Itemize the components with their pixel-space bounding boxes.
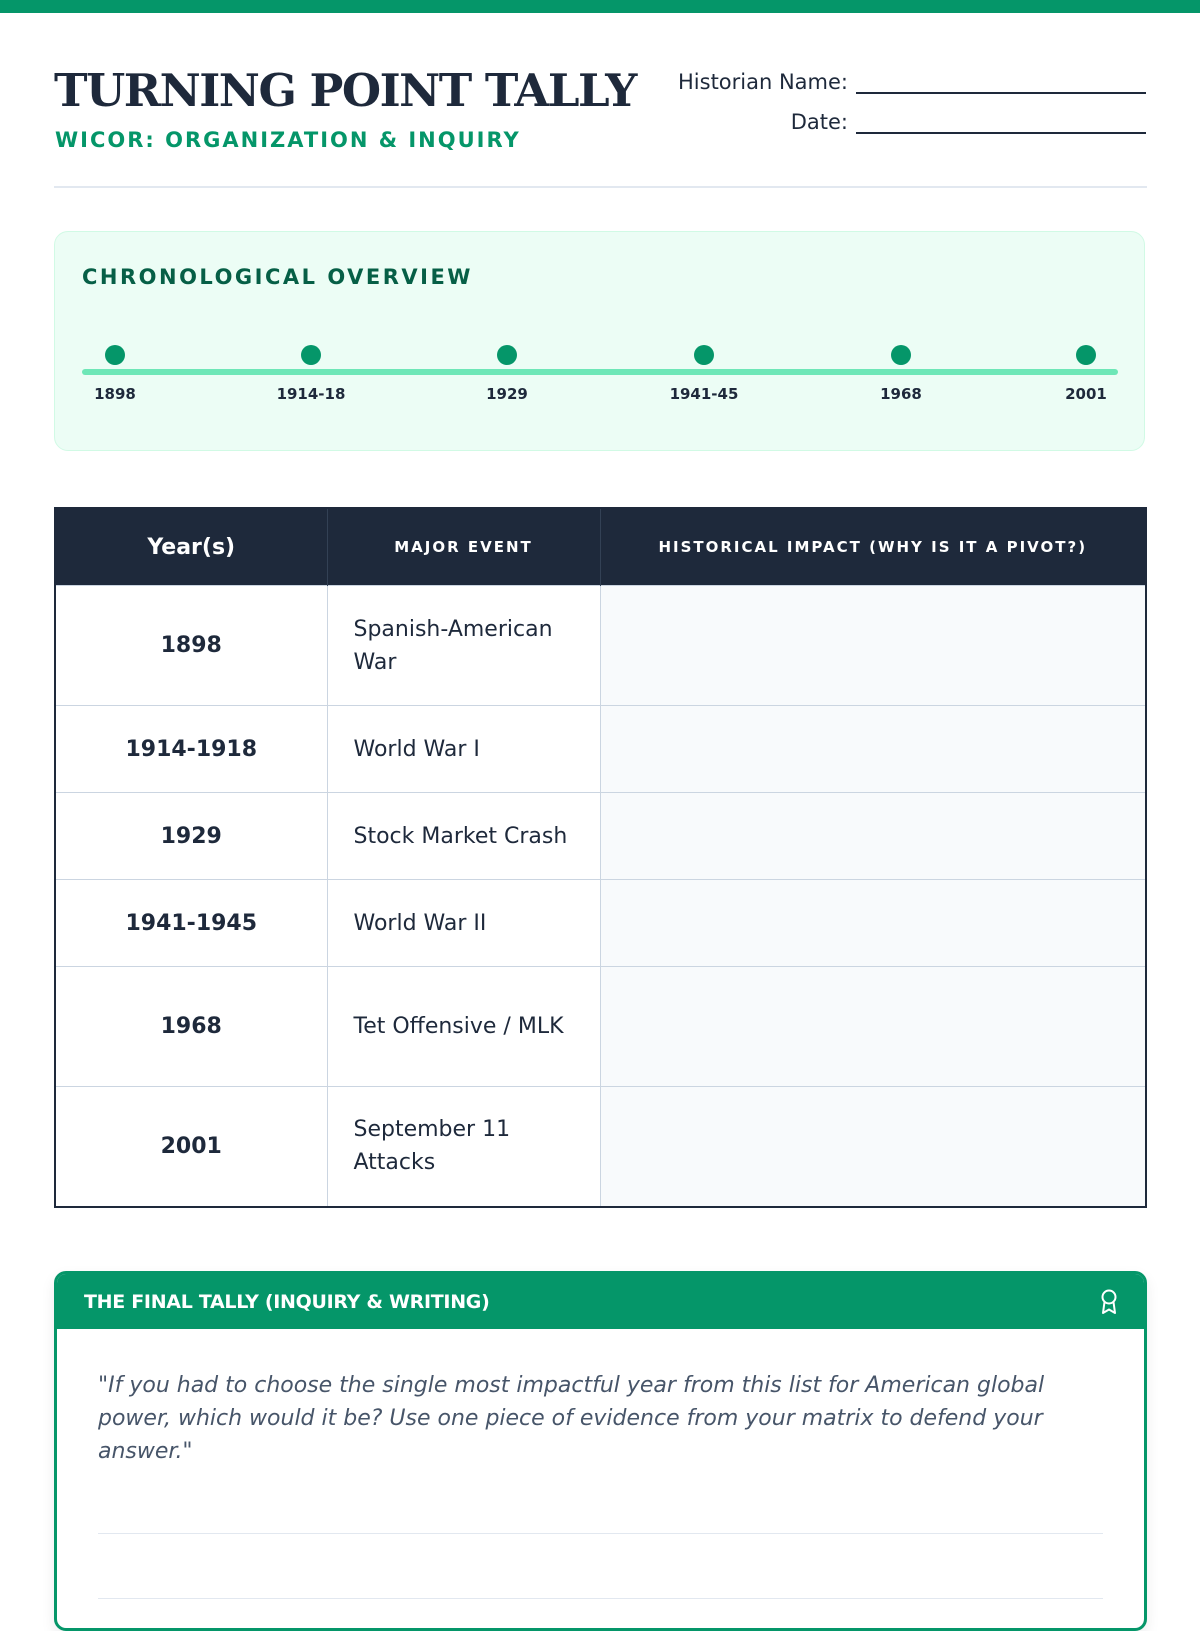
timeline-dot — [891, 345, 911, 365]
timeline-dot — [1076, 345, 1096, 365]
event-cell: Spanish-American War — [327, 586, 600, 706]
chronological-overview — [54, 231, 1145, 451]
final-tally-header — [57, 1274, 1144, 1329]
award-ribbon-icon — [1098, 1288, 1120, 1316]
final-tally-section — [54, 1271, 1147, 1631]
timeline-label: 1898 — [94, 385, 136, 403]
date-label: Date: — [790, 110, 848, 134]
timeline-dot — [105, 345, 125, 365]
timeline-dot — [301, 345, 321, 365]
event-cell: Tet Offensive / MLK — [327, 967, 600, 1087]
timeline-track — [82, 369, 1118, 375]
table-row — [55, 967, 1146, 1087]
timeline-point — [457, 345, 557, 403]
overview-title: CHRONOLOGICAL OVERVIEW — [82, 265, 473, 289]
timeline-label: 1914-18 — [276, 385, 346, 403]
page-title: TURNING POINT TALLY — [54, 64, 636, 117]
event-cell: World War I — [327, 706, 600, 793]
timeline-point — [654, 345, 754, 403]
impact-cell[interactable] — [600, 706, 1146, 793]
header-divider — [54, 186, 1147, 188]
table-row — [55, 586, 1146, 706]
writing-prompt: "If you had to choose the single most impactful year from this list for American global power, which would it be? Use one piece of evidence from your matrix to defend your answer." — [98, 1373, 1045, 1464]
historian-name-line[interactable] — [856, 72, 1146, 94]
timeline-point — [851, 345, 951, 403]
table-header-row — [55, 508, 1146, 586]
page-subtitle: WICOR: ORGANIZATION & INQUIRY — [55, 128, 521, 152]
timeline-label: 1941-45 — [669, 385, 739, 403]
impact-cell[interactable] — [600, 967, 1146, 1087]
answer-line[interactable] — [98, 1598, 1103, 1599]
year-cell: 1968 — [55, 967, 327, 1087]
impact-cell[interactable] — [600, 586, 1146, 706]
year-cell: 1941-1945 — [55, 880, 327, 967]
impact-cell[interactable] — [600, 880, 1146, 967]
timeline-label: 2001 — [1065, 385, 1107, 403]
event-cell: Stock Market Crash — [327, 793, 600, 880]
timeline-point — [1036, 345, 1136, 403]
historian-name-field[interactable] — [678, 70, 1146, 94]
column-header-impact: HISTORICAL IMPACT (WHY IS IT A PIVOT?) — [600, 508, 1146, 586]
timeline-label: 1968 — [880, 385, 922, 403]
table-row — [55, 880, 1146, 967]
column-header-year: Year(s) — [55, 508, 327, 586]
timeline-dot — [694, 345, 714, 365]
final-tally-title: THE FINAL TALLY (INQUIRY & WRITING) — [84, 1290, 490, 1313]
timeline-dot — [497, 345, 517, 365]
impact-cell[interactable] — [600, 793, 1146, 880]
date-line[interactable] — [856, 112, 1146, 134]
timeline-point — [65, 345, 165, 403]
timeline-label: 1929 — [486, 385, 528, 403]
table-row — [55, 1087, 1146, 1207]
answer-line[interactable] — [98, 1533, 1103, 1534]
timeline-point — [261, 345, 361, 403]
top-accent-bar — [0, 0, 1200, 13]
table-row — [55, 706, 1146, 793]
turning-point-matrix — [54, 507, 1147, 1208]
year-cell: 1898 — [55, 586, 327, 706]
year-cell: 1914-1918 — [55, 706, 327, 793]
date-field[interactable] — [791, 110, 1146, 134]
year-cell: 1929 — [55, 793, 327, 880]
event-cell: World War II — [327, 880, 600, 967]
impact-cell[interactable] — [600, 1087, 1146, 1207]
event-cell: September 11 Attacks — [327, 1087, 600, 1207]
year-cell: 2001 — [55, 1087, 327, 1207]
historian-name-label: Historian Name: — [678, 70, 848, 94]
column-header-event: MAJOR EVENT — [327, 508, 600, 586]
table-row — [55, 793, 1146, 880]
